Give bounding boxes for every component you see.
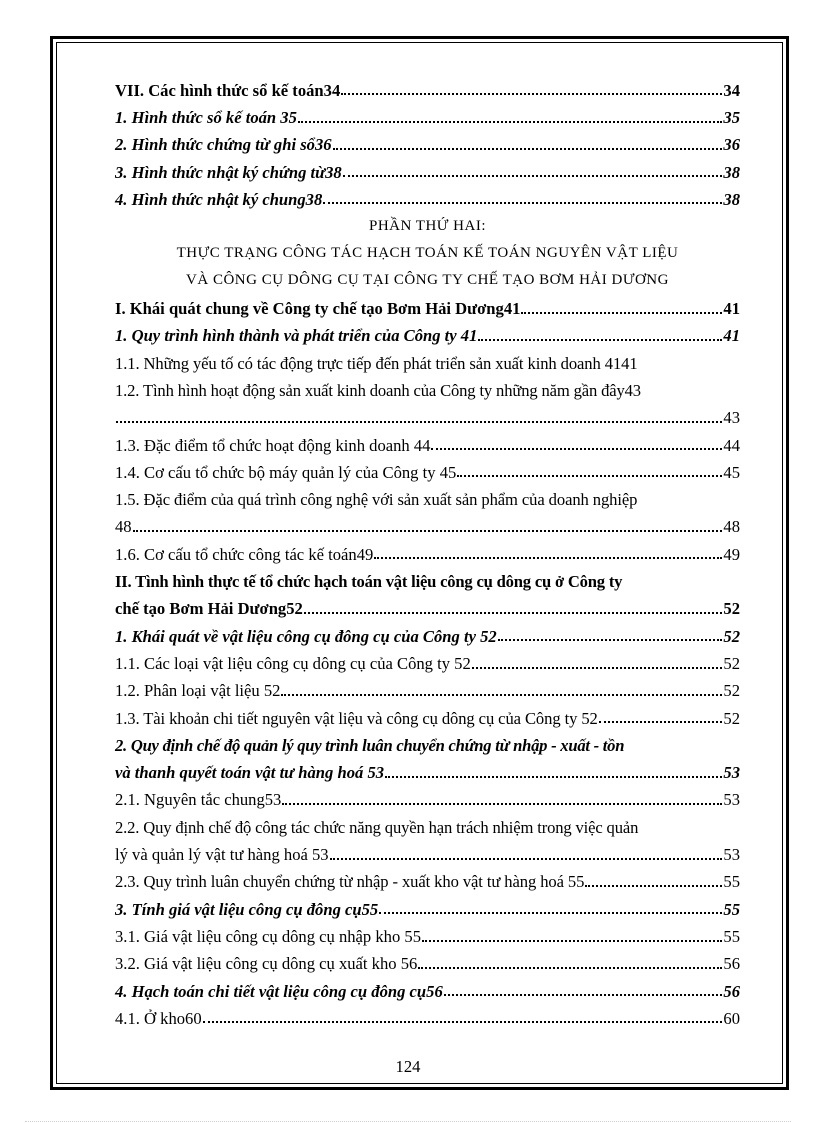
- toc-entry-title: 3. Hình thức nhật ký chứng từ38: [115, 162, 342, 182]
- toc-entry-page: 41: [723, 299, 740, 319]
- dot-leader: [457, 475, 722, 477]
- toc-entry-title: 1.2. Phân loại vật liệu 52: [115, 681, 281, 701]
- toc-entry-title: 1.3. Tài khoản chi tiết nguyên vật liệu và công cụ dông cụ của Công ty 52: [115, 708, 598, 728]
- dot-leader: [203, 1021, 723, 1023]
- toc-entry[interactable]: [115, 893, 740, 920]
- toc-entry-page: 45: [723, 462, 740, 482]
- dot-leader: [330, 858, 723, 860]
- toc-entry-page: 56: [723, 981, 740, 1001]
- table-of-contents: [115, 74, 740, 1029]
- toc-entry-title: 2.3. Quy trình luân chuyển chứng từ nhập - xuất kho vật tư hàng hoá 55: [115, 872, 585, 892]
- toc-entry-title: 1.1. Các loại vật liệu công cụ dông cụ của Công ty 52: [115, 653, 471, 673]
- toc-entry[interactable]: [115, 74, 740, 101]
- toc-entry-title: 1.3. Đặc điểm tổ chức hoạt động kinh doanh 44: [115, 435, 431, 455]
- toc-entry[interactable]: [115, 156, 740, 183]
- toc-entry-title: VII. Các hình thức sổ kế toán34: [115, 80, 341, 100]
- toc-entry-page: 49: [723, 544, 740, 564]
- toc-entry-page: 38: [723, 162, 740, 182]
- toc-entry-page: 43: [723, 408, 740, 428]
- toc-entry-title: 48: [115, 517, 132, 537]
- toc-entry[interactable]: [115, 538, 740, 565]
- dot-leader: [422, 940, 722, 942]
- toc-entry-title: 1. Khái quát về vật liệu công cụ đông cụ của Công ty 52: [115, 626, 497, 646]
- dot-leader: [323, 202, 722, 204]
- dot-leader: [304, 612, 723, 614]
- toc-entry-title: lý và quản lý vật tư hàng hoá 53: [115, 845, 329, 865]
- toc-entry[interactable]: [115, 620, 740, 647]
- toc-entry-title: 1.6. Cơ cấu tổ chức công tác kế toán49: [115, 544, 374, 564]
- toc-entry[interactable]: [115, 320, 740, 347]
- part-heading-title: PHẦN THỨ HAI:: [368, 217, 487, 234]
- toc-entry-title: 2. Quy định chế độ quản lý quy trình luân chuyển chứng từ nhập - xuất - tồn: [115, 735, 625, 755]
- dot-leader: [333, 148, 723, 150]
- toc-entry-title: I. Khái quát chung về Công ty chế tạo Bơm Hải Dương41: [115, 299, 521, 319]
- toc-entry-page: 41: [723, 326, 740, 346]
- toc-entry-title: 4.1. Ở kho60: [115, 1008, 202, 1028]
- toc-entry[interactable]: [115, 811, 740, 838]
- toc-entry-continuation[interactable]: [115, 593, 740, 620]
- dot-leader: [599, 721, 723, 723]
- dot-leader: [472, 667, 723, 669]
- toc-entry-title: 1. Quy trình hình thành và phát triển của Công ty 41: [115, 326, 478, 346]
- dot-leader: [379, 912, 722, 914]
- toc-entry-page: 55: [723, 899, 740, 919]
- part-heading-line: THỰC TRẠNG CÔNG TÁC HẠCH TOÁN KẾ TOÁN NGUYÊN VẬT LIỆU: [176, 245, 679, 262]
- toc-entry[interactable]: [115, 183, 740, 210]
- dot-leader: [521, 312, 722, 314]
- dot-leader: [133, 530, 723, 532]
- toc-entry-page: 52: [723, 681, 740, 701]
- toc-entry[interactable]: [115, 975, 740, 1002]
- dot-leader: [343, 175, 723, 177]
- toc-entry[interactable]: [115, 866, 740, 893]
- toc-entry-page: 52: [723, 653, 740, 673]
- toc-entry-title: 1.1. Những yếu tố có tác động trực tiếp đến phát triển sản xuất kinh doanh 4141: [115, 353, 638, 373]
- dot-leader: [341, 93, 722, 95]
- dot-leader: [418, 967, 722, 969]
- toc-entry-title: 2. Hình thức chứng từ ghi sổ36: [115, 135, 332, 155]
- toc-entry[interactable]: [115, 456, 740, 483]
- toc-entry-title: 1.4. Cơ cấu tổ chức bộ máy quản lý của Công ty 45: [115, 462, 457, 482]
- toc-entry[interactable]: [115, 101, 740, 128]
- toc-entry-page: 55: [723, 872, 740, 892]
- toc-entry-title: 3. Tính giá vật liệu công cụ đông cụ55: [115, 899, 379, 919]
- toc-entry-title: 2.1. Nguyên tắc chung53: [115, 790, 282, 810]
- toc-entry-title: 2.2. Quy định chế độ công tác chức năng quyền hạn trách nhiệm trong việc quản: [115, 817, 639, 837]
- toc-entry-page: 52: [723, 626, 740, 646]
- toc-entry-title: 1. Hình thức sổ kế toán 35: [115, 108, 297, 127]
- toc-entry-title: 1.2. Tình hình hoạt động sản xuất kinh doanh của Công ty những năm gần đây43: [115, 380, 641, 400]
- dot-leader: [298, 121, 723, 123]
- dot-leader: [385, 776, 722, 778]
- toc-entry[interactable]: [115, 784, 740, 811]
- page-edge-line: [25, 1121, 791, 1122]
- toc-entry-page: 53: [723, 790, 740, 810]
- toc-entry-title: 4. Hạch toán chi tiết vật liệu công cụ đông cụ56: [115, 981, 443, 1001]
- toc-entry-page: 52: [723, 599, 740, 619]
- toc-entry-page: 56: [723, 954, 740, 974]
- toc-entry-page: 53: [723, 845, 740, 865]
- dot-leader: [585, 885, 722, 887]
- toc-entry-page: 36: [723, 135, 740, 155]
- toc-entry-title: 4. Hình thức nhật ký chung38: [115, 189, 323, 209]
- toc-entry-title: chế tạo Bơm Hải Dương52: [115, 599, 303, 619]
- toc-entry-page: 55: [723, 926, 740, 946]
- toc-entry-continuation[interactable]: [115, 756, 740, 783]
- toc-entry[interactable]: [115, 948, 740, 975]
- dot-leader: [282, 803, 722, 805]
- toc-entry[interactable]: [115, 429, 740, 456]
- toc-entry[interactable]: [115, 374, 740, 401]
- part-heading-line: VÀ CÔNG CỤ DÔNG CỤ TẠI CÔNG TY CHẾ TẠO BƠM HẢI DƯƠNG: [186, 272, 669, 289]
- toc-entry-continuation[interactable]: [115, 402, 740, 429]
- toc-entry[interactable]: [115, 1002, 740, 1029]
- toc-entry-page: 53: [723, 763, 740, 783]
- toc-entry-page: 38: [723, 189, 740, 209]
- dot-leader: [374, 557, 722, 559]
- page-number: 124: [395, 1057, 421, 1076]
- toc-entry[interactable]: [115, 729, 740, 756]
- toc-entry[interactable]: [115, 647, 740, 674]
- toc-entry-page: 52: [723, 708, 740, 728]
- toc-entry-title: 1.5. Đặc điểm của quá trình công nghệ với sản xuất sản phẩm của doanh nghiệp: [115, 490, 638, 510]
- toc-entry[interactable]: [115, 920, 740, 947]
- toc-entry-page: 34: [723, 80, 740, 100]
- dot-leader: [444, 994, 723, 996]
- toc-entry-title: và thanh quyết toán vật tư hàng hoá 53: [115, 763, 385, 783]
- toc-entry-title: II. Tình hình thực tế tổ chức hạch toán vật liệu công cụ dông cụ ở Công ty: [115, 572, 623, 592]
- toc-entry[interactable]: [115, 702, 740, 729]
- toc-entry[interactable]: [115, 129, 740, 156]
- dot-leader: [281, 694, 722, 696]
- toc-entry-continuation[interactable]: [115, 838, 740, 865]
- dot-leader: [431, 448, 722, 450]
- toc-entry[interactable]: [115, 292, 740, 319]
- toc-entry-continuation[interactable]: [115, 511, 740, 538]
- toc-entry[interactable]: [115, 565, 740, 592]
- dot-leader: [478, 339, 722, 341]
- toc-entry-page: 44: [723, 435, 740, 455]
- toc-entry[interactable]: [115, 675, 740, 702]
- dot-leader: [116, 421, 722, 423]
- toc-entry-page: 35: [723, 108, 740, 127]
- toc-entry-title: 3.1. Giá vật liệu công cụ dông cụ nhập kho 55: [115, 926, 421, 946]
- toc-entry-title: 3.2. Giá vật liệu công cụ dông cụ xuất kho 56: [115, 954, 418, 974]
- toc-entry[interactable]: [115, 347, 740, 374]
- toc-entry-page: 48: [723, 517, 740, 537]
- toc-entry[interactable]: [115, 483, 740, 510]
- dot-leader: [498, 639, 723, 641]
- toc-entry-page: 60: [723, 1008, 740, 1028]
